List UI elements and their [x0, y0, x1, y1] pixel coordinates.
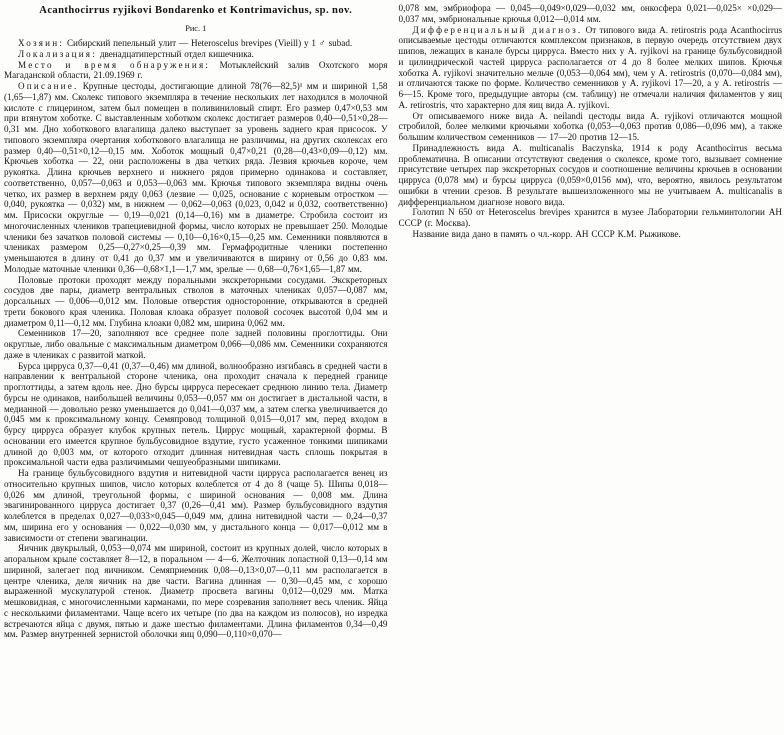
paragraph-text: Мотыклейский залив Охотского моря Магаданской области, 21.09.1969 г.: [4, 59, 388, 81]
paragraph-cirrus-bursa: [4, 361, 388, 469]
paragraph-etymology: [399, 229, 783, 240]
paragraph-holotype: [399, 207, 783, 229]
paragraph-text: двенадцатиперстный отдел кишечника.: [96, 48, 254, 59]
paragraph-neilandi-comparison: [399, 111, 783, 143]
paragraph-testes: [4, 328, 388, 360]
paragraph-continuation: [399, 3, 783, 25]
run-in-heading: Хозяин:: [18, 38, 65, 48]
paragraph-text: Сибирский пепельный улит — Heteroscelus brevipes (Vieill) у 1 ♂ subad.: [64, 38, 353, 48]
paragraph-text: Половые протоки проходят между поральными экскреторными сосудами. Экскреторных сосудов две пары, диаметр вентральных стволов в маточных члениках 0,057—0,087 мм, дорсальных — 0,006—0,012 мм. Половые отверстия односторонние, открываются в средней трети бокового края членика. Половая клоака образует половой сосочек высотой 0,04 мм и диаметром 0,11—0,12 мм. Глубина клоаки 0,082 мм, ширина 0,062 мм.: [4, 274, 388, 328]
paragraph-place-time: [4, 60, 388, 82]
paragraph-genital-ducts: [4, 275, 388, 329]
run-in-heading: Место и время обнаружения:: [18, 59, 211, 70]
species-title: Acanthocirrus ryjikovi Bondarenko et Kontrimavichus, sp. nov.: [39, 5, 353, 16]
paragraph-text: 0,078 мм, эмбриофора — 0,045—0,049×0,029—0,032 мм, онкосфера 0,021—0,025× ×0,029—0,037 мм, эмбриональные крючья 0,012—0,014 мм.: [398, 3, 782, 24]
paragraph-text: Название вида дано в память о чл.-корр. АН СССР К.М. Рыжикове.: [412, 228, 681, 239]
paragraph-text: Голотип N 650 от Heteroscelus brevipes хранится в музее Лаборатории гельминтологии АН СССР (г. Москва).: [398, 207, 782, 228]
paragraph-multicanalis: [399, 143, 783, 208]
run-in-heading: Описание.: [18, 81, 79, 91]
paragraph-text: Яичник двукрылый, 0,053—0,074 мм шириной, состоит из крупных долей, число которых в апоральном крыле составляет 8—12, в поральном — 4—6. Желточник лопастной 0,13—0,14 мм шириной, залегает под яичником. Семяприемник 0,08—0,13×0,07—0,11 мм располагается в центре членика, деля яичник на две части. Вагина длинная — 0,30—0,45 мм, с хорошо выраженной мускулатурой стенок. Диаметр просвета вагины 0,012—0,029 мм. Матка мешковидная, с многочисленными карманами, по мере созревания заполняет весь членик. Яйца с несколькими филаментами. Чаще всего их четыре (по два на каждом из полюсов), но изредка встречаются яйца с двумя, пятью и даже шестью филаментами. Длина филаментов 0,34—0,49 мм. Размер внутренней зернистой оболочки яиц 0,090—0,110×0,070—: [4, 543, 388, 640]
run-in-heading: Дифференциальный диагноз.: [412, 24, 583, 35]
paragraph-spines: [4, 468, 388, 543]
paragraph-text: От описываемого ниже вида A. neilandi цестоды вида A. ryjikovi отличаются мощной стробилой, более мелкими крючьями хоботка (0,053—0,063 против 0,086—0,096 мм), а также большим количеством семенников — 17—20 против 12—15.: [398, 110, 782, 142]
paragraph-text: Семенников 17—20, заполняют все среднее поле задней половины проглоттиды. Они округлые, либо овальные с максимальным диаметром 0,066—0,086 мм. Семенники сохраняются даже в члениках с развитой маткой.: [4, 328, 388, 360]
paragraph-differential-diagnosis: [399, 25, 783, 111]
paragraph-host: [4, 38, 388, 49]
paragraph-text: Принадлежность вида A. multicanalis Baczynska, 1914 к роду Acanthocirrus весьма проблематична. В описании отсутствуют сведения о сколексе, кроме того, вызывает сомнение присутствие четырех пар экскреторных сосудов и соотношение величины крючьев в основании цирруса (0,078 мм) и бурсы цирруса (0,059×0,0156 мм), что, вероятно, явилось результатом ошибки в чтении срезов. В результате вышеизложенного мы не учитываем A. multicanalis в дифференциальном диагнозе нового вида.: [398, 142, 782, 207]
paragraph-localization: [4, 49, 388, 60]
run-in-heading: Локализация:: [18, 48, 97, 59]
paragraph-ovary: [4, 543, 388, 640]
left-column: [4, 3, 388, 640]
paragraph-text: От типового вида A. retirostris рода Acanthocirrus описываемые цестоды отличаются комплексом признаков, в первую очередь отсутствием двух шипов, лежащих в канале бурсы цирруса. Вместо них у A. ryjikovi на границе бульбусовидной и цилиндрической частей цирруса располагается от 4 до 8 более мелких шипов. Крючья хоботка A. ryjikovi значительно мельче (0,053—0,064 мм), чем у A. retirostris (0,070—0,084 мм), и отличаются также по форме. Количество семенников у A. ryjikovi 17—20, а у A. retirostris — 6—15. Кроме того, предыдущие авторы (см. таблицу) не отмечали наличия филаментов у яиц A. retirostris, что характерно для яиц вида A. ryjikovi.: [398, 24, 783, 110]
paragraph-text: Бурса цирруса 0,37—0,41 (0,37—0,46) мм длиной, волнообразно изгибаясь в средней части в направлении к вентральной стороне членика, она проходит сначала к передней границе проглоттиды, а затем вдоль нее. Дно бурсы цирруса пересекает среднюю линию тела. Диаметр бурсы не одинаков, наибольшей величины 0,053—0,057 мм он достигает в дистальной части, в медианной — довольно резко уменьшается до 0,041—0,037 мм, а затем слегка увеличивается до 0,045 мм к проксимальному концу. Семяпровод толщиной 0,015—0,017 мм, перед входом в бурсу цирруса образует клубок крупных петель. Циррус мощный, характерной формы. В основании его имеется крупное бульбусовидное вздутие, густо усаженное тонкими шипиками длиной до 0,003 мм, от которого отходит длинная нитевидная часть сплошь покрытая в проксимальной части едва различимыми чешуеобразными шипиками.: [4, 360, 388, 468]
paragraph-description: [4, 81, 388, 275]
figure-caption: Рис. 1: [185, 24, 207, 33]
paragraph-text: Крупные цестоды, достигающие длиной 78(76—82,5)¹ мм и шириной 1,58 (1,65—1,87) мм. Сколекс типового экземпляра в течение нескольких лет находился в молочной кислоте с глицерином, затем был помещен в поливиниловый спирт. Его размер 0,47×0,53 мм при втянутом хоботке. С выставленным хоботком сколекс достигает размеров 0,40—0,51×0,28—0,31 мм. Дно хоботкового влагалища далеко выступает за уровень заднего края присосок. У типового экземпляра очертания хоботкового влагалища не различимы, на других сколексах его размер 0,40—0,51×0,12—0,15 мм. Хоботок мощный 0,47×0,21 (0,28—0,43×0,09—0,12) мм. Крючьев хоботка — 22, они расположены в два четких ряда. Лезвия крючьев короче, чем рукоятка. Длина крючьев верхнего и нижнего рядов примерно одинакова и составляет, соответственно, 0,057—0,063 и 0,053—0,063 мм. Крючья типового экземпляра видны очень четко, их размер в верхнем ряду 0,063 (лезвие — 0,025, основание с корневым отростком — 0,040, рукоятка — 0,032) мм, в нижнем — 0,062—0,063 (0,023, 0,042 и 0,032, соответственно) мм. Присоски округлые — 0,19—0,021 (0,14—0,16) мм в диаметре. Стробила состоит из многочисленных члеников трапециевидной формы, число которых не превышает 250. Молодые членики без зачатков половой системы — 0,10—0,16×0,15—0,25 мм. Семенники появляются в члениках размером 0,25—0,27×0,25—0,39 мм. Гермафродитные членики постепенно уменьшаются в длину от 0,41 до 0,37 мм и увеличиваются в ширину от 0,56 до 0,83 мм. Молодые маточные членики 0,36—0,68×1,1—1,7 мм, зрелые — 0,68—0,76×1,65—1,87 мм.: [4, 81, 388, 274]
right-column: [399, 3, 783, 640]
paragraph-text: На границе бульбусовидного вздутия и нитевидной части цирруса располагается венец из относительно крупных шипов, число которых колеблется от 4 до 8 (чаще 5). Шипы 0,018—0,026 мм длиной, треугольной формы, с шириной основания — 0,008 мм. Длина эвагинированного цирруса достигает 0,37 (0,26—0,41 мм). Размер бульбусовидного вздутия колеблется в пределах 0,027—0,033×0,045—0,049 мм, длина нитевидной части — 0,24—0,37 мм, ширина его у основания — 0,022—0,030 мм, у дистального конца — 0,017—0,012 мм в зависимости от степени эвагинации.: [4, 468, 388, 543]
